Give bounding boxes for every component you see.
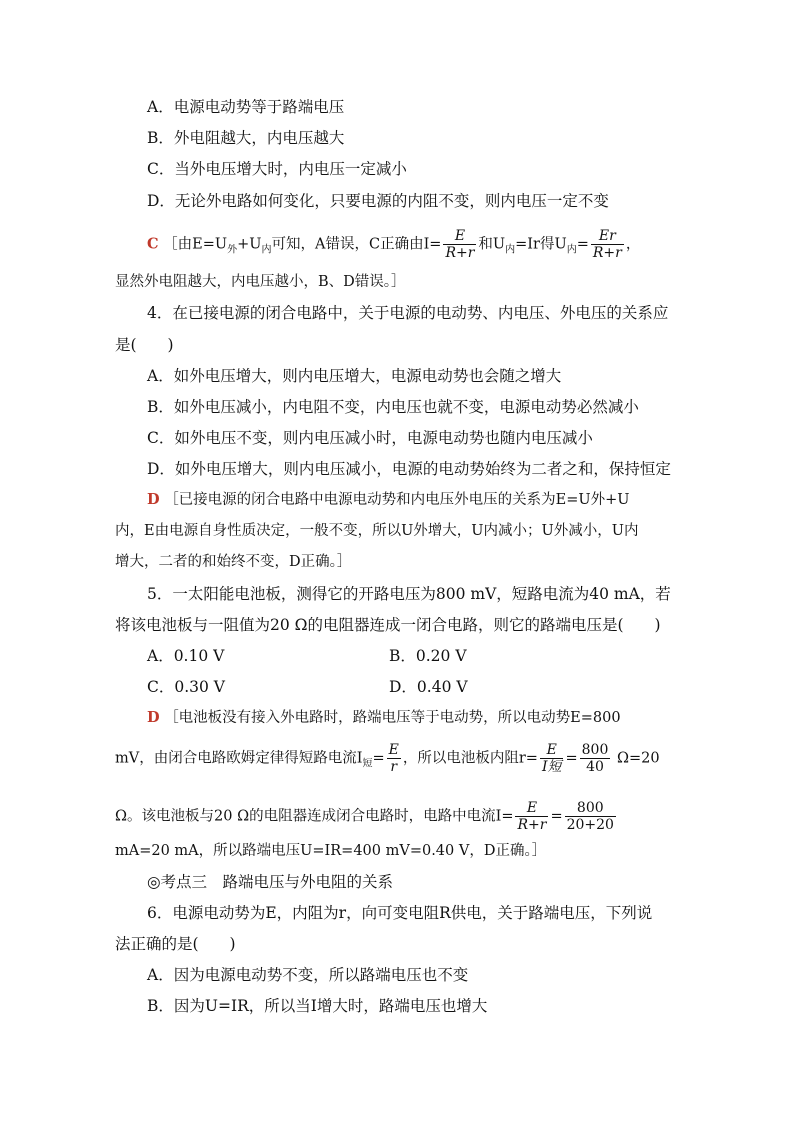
fraction-denominator: R+r: [592, 245, 622, 261]
q6-stem-line2: 法正确的是( ): [115, 935, 236, 953]
q4-stem-line2: 是( ): [115, 336, 174, 354]
q5-answer-line4: mA=20 mA，所以路端电压U=IR=400 mV=0.40 V，D正确。］: [115, 843, 547, 859]
q3-option-c: C．当外电压增大时，内电压一定减小: [147, 160, 407, 178]
q3-answer-text-d: 和U: [478, 236, 506, 253]
q5-answer-line2: [115, 742, 660, 775]
q5-option-a: A．0.10 V: [147, 647, 225, 665]
q5-answer-text-f: Ω。该电池板与20 Ω的电阻器连成闭合电路时，电路中电流I=: [115, 808, 514, 825]
q3-option-d: D．无论外电路如何变化，只要电源的内阻不变，则内电压一定不变: [147, 192, 609, 210]
q4-answer-text: ［已接电源的闭合电路中电源电动势和内电压外电压的关系为E=U外+U: [164, 492, 630, 508]
section-heading: ◎考点三 路端电压与外电阻的关系: [147, 873, 394, 891]
q4-option-d: D．如外电压增大，则内电压减小，电源的电动势始终为二者之和，保持恒定: [147, 460, 671, 478]
q3-option-a: A．电源电动势等于路端电压: [147, 98, 345, 116]
q5-answer-text-b: =: [372, 750, 385, 767]
fraction-numerator: Er: [591, 228, 624, 245]
fraction-numerator: 800: [581, 742, 609, 758]
q3-answer-letter: C: [147, 235, 159, 253]
q5-option-d: D．0.40 V: [389, 678, 468, 696]
q3-answer-text-c: 可知，A错误，C正确由I=: [271, 236, 442, 253]
q5-answer-text: ［电池板没有接入外电路时，路端电压等于电动势，所以电动势E=800: [164, 710, 621, 726]
q4-answer-letter: D: [147, 491, 160, 508]
q6-option-a: A．因为电源电动势不变，所以路端电压也不变: [147, 966, 469, 984]
q5-answer-text-c: ，所以电池板内阻r=: [402, 750, 538, 767]
q3-answer-line1: [147, 228, 640, 261]
q5-answer-text-a: mV，由闭合电路欧姆定律得短路电流I: [115, 750, 363, 767]
fraction-denominator: 20+20: [566, 817, 614, 833]
subscript: 内: [261, 244, 272, 256]
fraction-numerator: E: [443, 228, 476, 245]
fraction-denominator: R+r: [517, 817, 547, 833]
q5-answer-line3: [115, 800, 618, 833]
fraction-numerator: E: [540, 742, 564, 759]
q3-option-b: B．外电阻越大，内电压越大: [147, 129, 345, 147]
fraction-800-over-20-plus-20: [565, 800, 616, 833]
q3-answer-text-a: ［由E=U: [163, 236, 228, 253]
q5-answer-letter: D: [147, 709, 160, 726]
q3-answer-text-b: +U: [237, 236, 262, 253]
q5-answer-text-e: Ω=20: [616, 750, 660, 767]
q5-answer-text-d: =: [565, 750, 578, 767]
q6-option-b: B．因为U=IR，所以当I增大时，路端电压也增大: [147, 997, 488, 1015]
fraction-numerator: E: [388, 742, 399, 758]
q3-answer-line2: 显然外电阻越大，内电压越小，B、D错误。］: [115, 274, 406, 290]
q3-answer-text-f: =: [576, 236, 589, 253]
fraction-denominator: 40: [586, 759, 604, 775]
fraction-e-over-i: [540, 742, 564, 775]
fraction-denominator: R+r: [445, 245, 475, 261]
subscript: 内: [505, 244, 516, 256]
q6-stem-line1: 6．电源电动势为E，内阻为r，向可变电阻R供电，关于路端电压，下列说: [147, 904, 653, 922]
q4-stem-line1: 4．在已接电源的闭合电路中，关于电源的电动势、内电压、外电压的关系应: [147, 304, 669, 322]
fraction-denominator: I短: [541, 759, 562, 775]
fraction-numerator: E: [515, 800, 548, 817]
q5-option-c: C．0.30 V: [147, 678, 225, 696]
q5-answer-text-g: =: [550, 808, 563, 825]
fraction-denominator: r: [390, 759, 398, 775]
q4-answer-line2: 内，E由电源自身性质决定，一般不变，所以U外增大，U内减小；U外减小，U内: [115, 523, 639, 539]
q3-answer-text-g: ，: [625, 236, 641, 253]
q5-answer-line1: [147, 708, 621, 728]
fraction-800-over-40: [580, 742, 611, 775]
fraction-e-over-r: [387, 742, 401, 775]
q4-option-b: B．如外电压减小，内电阻不变，内电压也就不变，电源电动势必然减小: [147, 398, 639, 416]
q4-option-a: A．如外电压增大，则内电压增大，电源电动势也会随之增大: [147, 367, 562, 385]
q3-answer-text-e: =Ir得U: [515, 236, 567, 253]
q4-answer-line3: 增大，二者的和始终不变，D正确。］: [115, 554, 352, 570]
q5-option-b: B．0.20 V: [389, 647, 467, 665]
subscript: 内: [566, 244, 577, 256]
subscript: 外: [227, 244, 238, 256]
fraction-e-over-r-plus-r: [443, 228, 476, 261]
q4-answer-line1: [147, 490, 630, 510]
q5-stem-line2: 将该电池板与一阻值为20 Ω的电阻器连成一闭合电路，则它的路端电压是( ): [115, 616, 661, 634]
fraction-er-over-r-plus-r: [591, 228, 624, 261]
fraction-numerator: 800: [565, 800, 616, 817]
fraction-e-over-r-plus-r: [515, 800, 548, 833]
subscript: 短: [362, 758, 373, 770]
q4-option-c: C．如外电压不变，则内电压减小时，电源电动势也随内电压减小: [147, 429, 593, 447]
q5-stem-line1: 5．一太阳能电池板，测得它的开路电压为800 mV，短路电流为40 mA，若: [147, 585, 671, 603]
